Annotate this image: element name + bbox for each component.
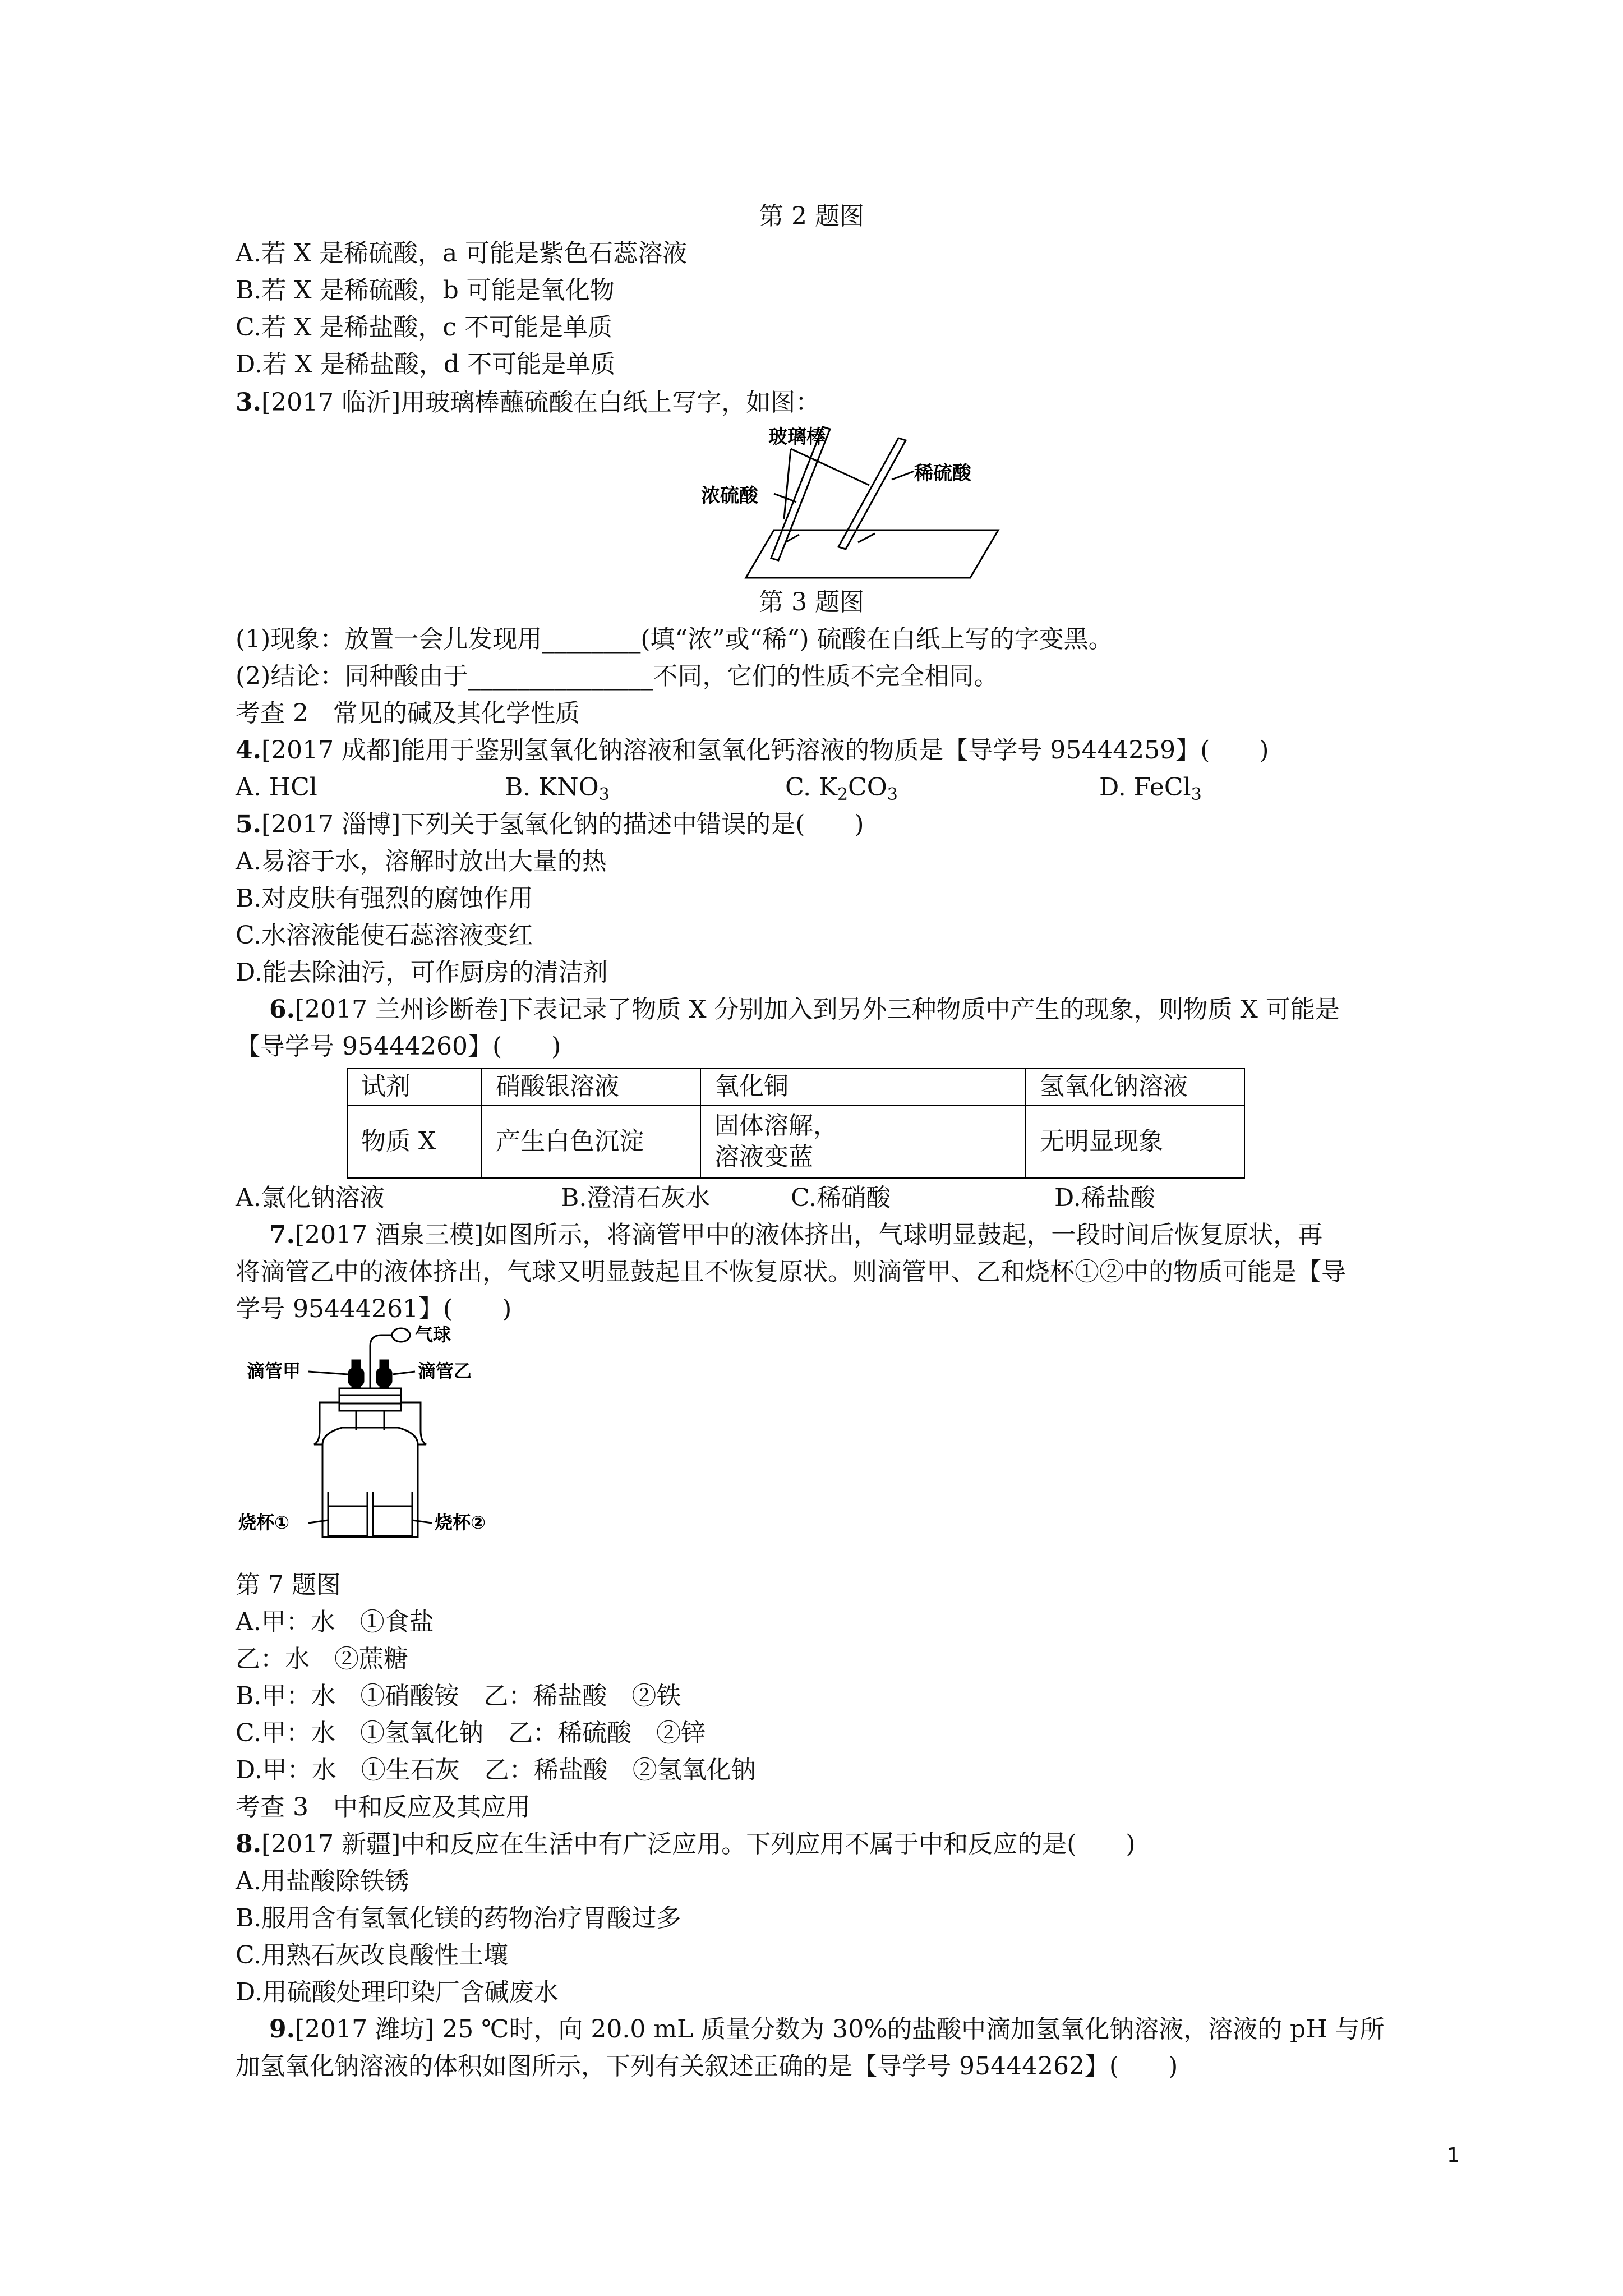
q6-option-a: A.氯化钠溶液: [236, 1184, 385, 1212]
q2-option-c: C.若 X 是稀盐酸，c 不可能是单质: [236, 313, 613, 342]
label-balloon: 气球: [415, 1324, 451, 1345]
q7-option-a: A.甲：水 ①食盐: [236, 1608, 434, 1636]
q3-figure: [690, 418, 1004, 586]
table-cell: 无明显现象: [1026, 1105, 1244, 1178]
q6-stem: 6.[2017 兰州诊断卷]下表记录了物质 X 分别加入到另外三种物质中产生的现象，则物质 X 可能是: [269, 995, 1340, 1024]
q2-option-d: D.若 X 是稀盐酸，d 不可能是单质: [236, 350, 616, 379]
q6-option-c: C.稀硝酸: [791, 1184, 891, 1212]
table-row: [347, 1105, 1244, 1178]
q2-option-a: A.若 X 是稀硫酸，a 可能是紫色石蕊溶液: [236, 239, 688, 268]
fig2-caption: 第 2 题图: [759, 202, 864, 231]
q8-option-b: B.服用含有氢氧化镁的药物治疗胃酸过多: [236, 1904, 681, 1932]
q8-option-c: C.用熟石灰改良酸性土壤: [236, 1941, 509, 1970]
q7-stem: 7.[2017 酒泉三模]如图所示，将滴管甲中的液体挤出，气球明显鼓起，一段时间后恢复原状，再: [269, 1221, 1323, 1249]
q9-stem-2: 加氢氧化钠溶液的体积如图所示，下列有关叙述正确的是【导学号 95444262】( ): [236, 2052, 1178, 2081]
q6-stem-2: 【导学号 95444260】( ): [236, 1032, 561, 1061]
q7-option-b: B.甲：水 ①硝酸铵 乙：稀盐酸 ②铁: [236, 1682, 681, 1710]
q4-stem: 4.[2017 成都]能用于鉴别氢氧化钠溶液和氢氧化钙溶液的物质是【导学号 95444259】( ): [236, 736, 1269, 765]
q7-stem-3: 学号 95444261】( ): [236, 1295, 512, 1323]
acid-writing: [785, 533, 875, 542]
q4-option-d: D. FeCl$_3$: [1099, 773, 1202, 804]
q4-option-a: A. HCl: [236, 773, 317, 802]
q5-stem: 5.[2017 淄博]下列关于氢氧化钠的描述中错误的是( ): [236, 810, 864, 839]
q5-option-b: B.对皮肤有强烈的腐蚀作用: [236, 884, 533, 913]
beaker-1: [328, 1492, 367, 1536]
table-cell: 氢氧化钠溶液: [1026, 1068, 1244, 1105]
table-cell: 产生白色沉淀: [482, 1105, 700, 1178]
bottle: [314, 1402, 426, 1537]
q7-option-c: C.甲：水 ①氢氧化钠 乙：稀硫酸 ②锌: [236, 1719, 706, 1747]
q6-table: [347, 1068, 1245, 1179]
table-cell: 氧化铜: [700, 1068, 1026, 1105]
stopper: [339, 1388, 401, 1411]
q5-option-c: C.水溶液能使石蕊溶液变红: [236, 921, 533, 950]
fig7-caption: 第 7 题图: [236, 1571, 341, 1599]
q7-option-a-2: 乙：水 ②蔗糖: [236, 1645, 408, 1673]
q5-option-d: D.能去除油污，可作厨房的清洁剂: [236, 958, 608, 987]
fig3-caption: 第 3 题图: [759, 588, 864, 616]
label-dilute-acid: 稀硫酸: [914, 462, 971, 485]
q5-option-a: A.易溶于水，溶解时放出大量的热: [236, 847, 607, 876]
label-dropper-b: 滴管乙: [418, 1360, 472, 1382]
q4-option-b: B. $KNO_3$: [505, 773, 610, 804]
table-header-row: [347, 1068, 1244, 1105]
table-cell: 硝酸银溶液: [482, 1068, 700, 1105]
q6-option-d: D.稀盐酸: [1054, 1184, 1155, 1212]
q6-option-b: B.澄清石灰水: [561, 1184, 711, 1212]
q8-option-a: A.用盐酸除铁锈: [236, 1867, 409, 1895]
q7-figure: [230, 1324, 544, 1565]
page-number: 1: [1447, 2144, 1460, 2167]
table-cell: 固体溶解， 溶液变蓝: [700, 1105, 1026, 1178]
label-dropper-a: 滴管甲: [247, 1360, 301, 1382]
label-beaker-1: 烧杯①: [238, 1512, 290, 1533]
q7-option-d: D.甲：水 ①生石灰 乙：稀盐酸 ②氢氧化钠: [236, 1756, 756, 1784]
section-2-heading: 考查 2 常见的碱及其化学性质: [236, 699, 580, 728]
q7-stem-2: 将滴管乙中的液体挤出，气球又明显鼓起且不恢复原状。则滴管甲、乙和烧杯①②中的物质可能是【导: [236, 1258, 1346, 1286]
q4-option-c: C. $K_2CO_3$: [785, 773, 898, 804]
q3-part2: (2)结论：同种酸由于_______________不同，它们的性质不完全相同。: [236, 662, 999, 691]
table-cell: 试剂: [347, 1068, 482, 1105]
q3-part1: (1)现象：放置一会儿发现用________(填“浓”或“稀“) 硫酸在白纸上写的字变黑。: [236, 625, 1113, 654]
table-cell: 物质 X: [347, 1105, 482, 1178]
glass-rod-right: [838, 438, 906, 549]
section-3-heading: 考查 3 中和反应及其应用: [236, 1793, 531, 1821]
q3-stem: 3.[2017 临沂]用玻璃棒蘸硫酸在白纸上写字，如图：: [236, 388, 820, 417]
q8-option-d: D.用硫酸处理印染厂含碱废水: [236, 1978, 559, 2007]
q9-stem: 9.[2017 潍坊] 25 ℃时，向 20.0 mL 质量分数为 30%的盐酸中滴加氢氧化钠溶液，溶液的 pH 与所: [269, 2015, 1385, 2044]
balloon: [392, 1328, 410, 1342]
beaker-2: [373, 1492, 412, 1536]
q2-option-b: B.若 X 是稀硫酸，b 可能是氧化物: [236, 276, 615, 305]
q8-stem: 8.[2017 新疆]中和反应在生活中有广泛应用。下列应用不属于中和反应的是( ): [236, 1830, 1136, 1858]
paper-sheet: [746, 530, 998, 578]
label-beaker-2: 烧杯②: [435, 1512, 486, 1533]
label-glass-rod: 玻璃棒: [768, 426, 826, 448]
label-conc-acid: 浓硫酸: [701, 485, 758, 507]
